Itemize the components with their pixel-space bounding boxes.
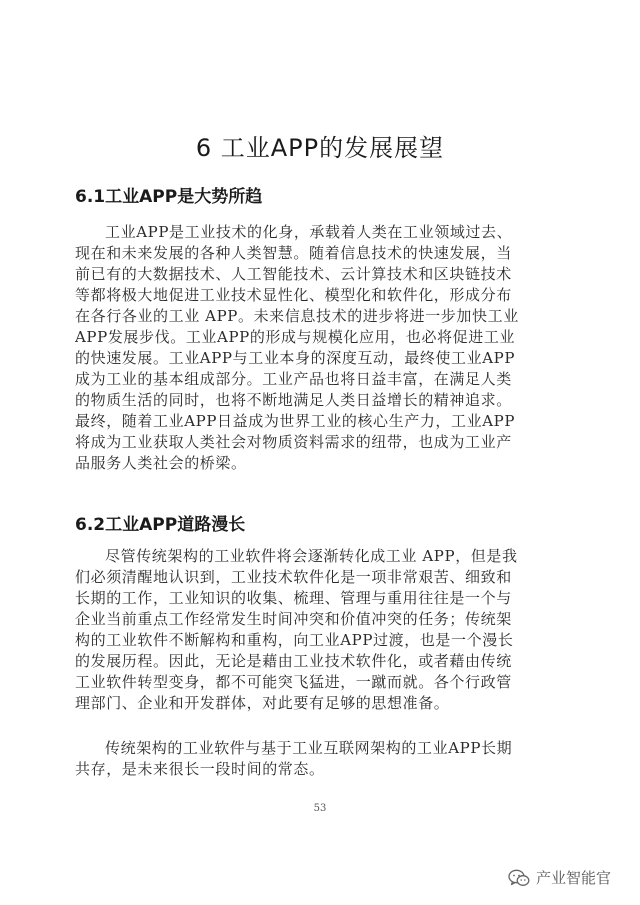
section-6-2-paragraph-1 [75, 546, 565, 714]
paragraph-line: 们必须清醒地认识到，工业技术软件化是一项非常艰苦、细致和 [75, 568, 512, 586]
paragraph-line: 最终，随着工业APP日益成为世界工业的核心生产力，工业APP [75, 412, 516, 430]
section-6-1-paragraph [75, 222, 565, 474]
paragraph-line: 尽管传统架构的工业软件将会逐渐转化成工业 APP，但是我 [105, 547, 518, 565]
paragraph-line: 长期的工作，工业知识的收集、梳理、管理与重用往往是一个与 [75, 589, 512, 607]
paragraph-line: 的发展历程。因此，无论是藉由工业技术软件化，或者藉由传统 [75, 652, 512, 670]
paragraph-line: 工业软件转型变身，都不可能突飞猛进，一蹴而就。各个行政管 [75, 673, 512, 691]
paragraph-line: 的快速发展。工业APP与工业本身的深度互动，最终使工业APP [75, 349, 516, 367]
paragraph-line: 的物质生活的同时，也将不断地满足人类日益增长的精神追求。 [75, 391, 512, 409]
paragraph-line: APP发展步伐。工业APP的形成与规模化应用，也必将促进工业 [75, 328, 516, 346]
paragraph-line: 在各行各业的工业 APP。未来信息技术的进步将进一步加快工业 [75, 307, 519, 325]
paragraph-line: 现在和未来发展的各种人类智慧。随着信息技术的快速发展，当 [75, 244, 512, 262]
paragraph-line: 构的工业软件不断解构和重构，向工业APP过渡，也是一个漫长 [75, 631, 514, 649]
chapter-title: 6 工业APP的发展展望 [195, 134, 445, 162]
account-watermark [508, 867, 611, 888]
paragraph-line: 共存，是未来很长一段时间的常态。 [75, 760, 325, 778]
watermark-text: 产业智能官 [536, 869, 612, 887]
paragraph-line: 工业APP是工业技术的化身，承载着人类在工业领域过去、 [105, 223, 513, 241]
paragraph-line: 将成为工业获取人类社会对物质资料需求的纽带，也成为工业产 [75, 433, 512, 451]
paragraph-line: 成为工业的基本组成部分。工业产品也将日益丰富，在满足人类 [75, 370, 512, 388]
paragraph-line: 理部门、企业和开发群体，对此要有足够的思想准备。 [75, 694, 450, 712]
section-title-6-2: 6.2工业APP道路漫长 [75, 515, 246, 535]
paragraph-line: 企业当前重点工作经常发生时间冲突和价值冲突的任务；传统架 [75, 610, 512, 628]
paragraph-line: 等都将极大地促进工业技术显性化、模型化和软件化，形成分布 [75, 286, 512, 304]
paragraph-line: 传统架构的工业软件与基于工业互联网架构的工业APP长期 [105, 739, 513, 757]
page-number: 53 [313, 803, 327, 814]
wechat-icon [508, 869, 530, 887]
section-6-2-paragraph-2 [75, 738, 565, 780]
paragraph-line: 前已有的大数据技术、人工智能技术、云计算技术和区块链技术 [75, 265, 512, 283]
section-title-6-1: 6.1工业APP是大势所趋 [75, 187, 263, 207]
paragraph-line: 品服务人类社会的桥梁。 [75, 454, 247, 472]
